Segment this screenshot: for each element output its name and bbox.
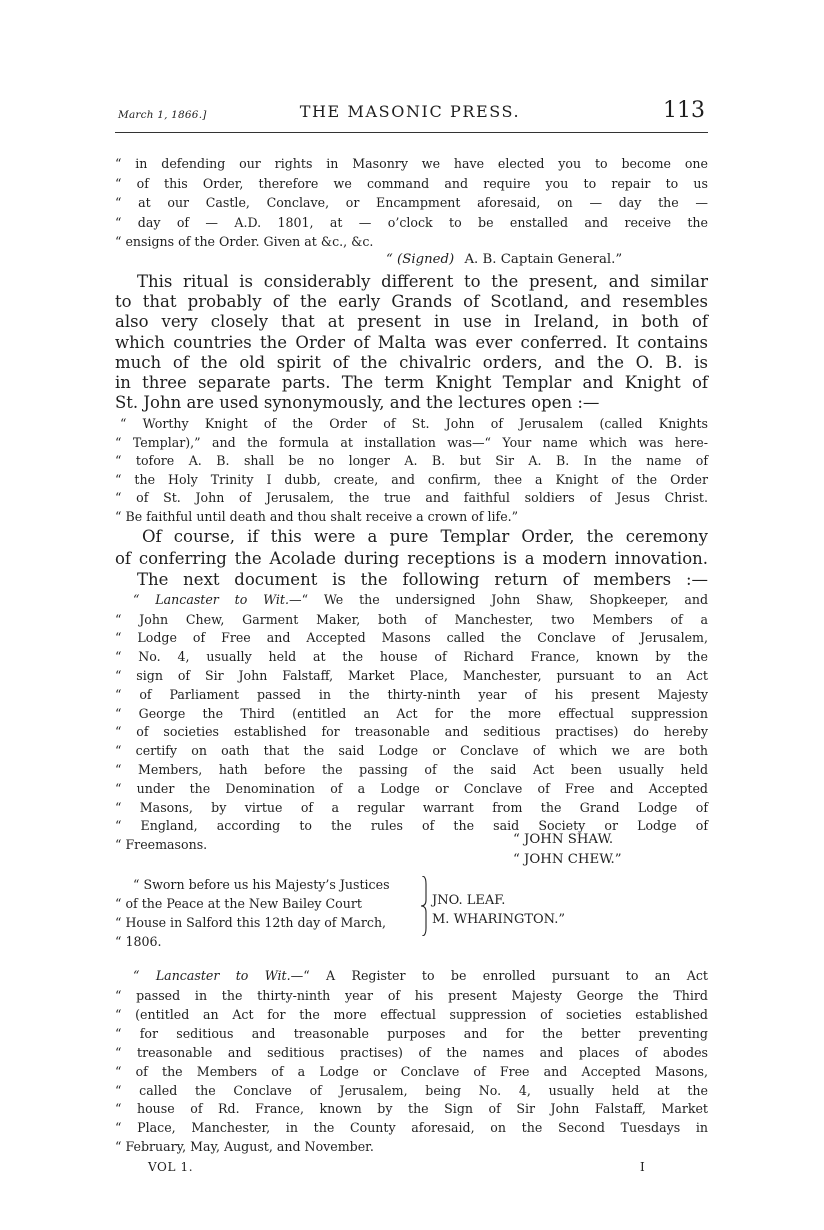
text-line: “ for seditious and treasonable purposes and for the better preventing (115, 1025, 708, 1041)
sworn-line: “ Sworn before us his Majesty’s Justices (133, 877, 390, 892)
text-line: “ (entitled an Act for the more effectual suppression of societies established (115, 1006, 708, 1022)
text-line: “ of the Members of a Lodge or Conclave of Free and Accepted Masons, (115, 1063, 708, 1079)
text-line: “ house of Rd. France, known by the Sign of Sir John Falstaff, Market (115, 1101, 708, 1117)
text-line: “ George the Third (entitled an Act for the more effectual suppression (115, 705, 708, 721)
header-date: March 1, 1866.] (118, 109, 207, 121)
text-line: “ called the Conclave of Jerusalem, being No. 4, usually held at the (115, 1082, 708, 1098)
text-line: This ritual is considerably different to the present, and similar (137, 272, 708, 291)
return-first-line (115, 590, 708, 609)
text-line: “ Lodge of Free and Accepted Masons called the Conclave of Jerusalem, (115, 630, 708, 646)
text-line: “ of this Order, therefore we command and require you to repair to us (115, 175, 708, 191)
header-title: THE MASONIC PRESS. (299, 102, 521, 121)
header-rule (115, 132, 708, 133)
text-line: “ Members, hath before the passing of the said Act been usually held (115, 761, 708, 777)
text-line: “ in defending our rights in Masonry we have elected you to become one (115, 156, 708, 171)
text-line: “ tofore A. B. shall be no longer A. B. but Sir A. B. In the name of (115, 453, 708, 469)
text-line: “ of societies established for treasonable and seditious practises) do hereby (115, 724, 708, 740)
text-line: “ under the Denomination of a Lodge or Conclave of Free and Accepted (115, 780, 708, 796)
text-line: St. John are used synonymously, and the lectures open :— (115, 393, 600, 413)
text-line: “ Freemasons. (115, 837, 208, 853)
text-line: “ John Chew, Garment Maker, both of Manchester, two Members of a (115, 611, 708, 627)
text-line: Of course, if this were a pure Templar Order, the ceremony (142, 527, 708, 546)
text-line: “ February, May, August, and November. (115, 1139, 374, 1155)
text-line: in three separate parts. The term Knight Templar and Knight of (115, 373, 708, 392)
text-line: “ at our Castle, Conclave, or Encampment aforesaid, on — day the — (115, 195, 708, 211)
signature-chew: “ JOHN CHEW.” (513, 852, 622, 867)
text-line: much of the old spirit of the chivalric orders, and the O. B. is (115, 352, 708, 372)
text-line: “ Templar),” and the formula at installation was—“ Your name which was here- (115, 434, 708, 450)
text-line: “ Worthy Knight of the Order of St. John of Jerusalem (called Knights (120, 416, 708, 431)
register-first-line-rest: —“ A Register to be enrolled pursuant to an Act (290, 968, 708, 983)
page-number: 113 (663, 98, 705, 123)
return-first-line-rest: —“ We the undersigned John Shaw, Shopkeeper, and (288, 592, 709, 607)
return-heading: “ Lancaster to Wit. (133, 592, 289, 607)
signed-prefix: “ (Signed) (386, 252, 455, 267)
text-line: “ sign of Sir John Falstaff, Market Place, Manchester, pursuant to an Act (115, 667, 708, 683)
sworn-line: “ of the Peace at the New Bailey Court (115, 895, 362, 911)
text-line: “ the Holy Trinity I dubb, create, and confirm, thee a Knight of the Order (115, 471, 708, 487)
text-line: to that probably of the early Grands of Scotland, and resembles (115, 292, 708, 312)
signature-letter: I (640, 1160, 646, 1174)
signature-mark: VOL 1. (148, 1160, 194, 1174)
text-line: which countries the Order of Malta was ever conferred. It contains (115, 332, 708, 352)
text-line: “ day of — A.D. 1801, at — o’clock to be enstalled and receive the (115, 214, 708, 230)
brace-mark (420, 876, 428, 936)
text-line: “ England, according to the rules of the said Society or Lodge of (115, 818, 708, 834)
text-line: of conferring the Acolade during receptions is a modern innovation. (115, 548, 708, 568)
text-line: “ treasonable and seditious practises) of the names and places of abodes (115, 1044, 708, 1060)
text-line: “ No. 4, usually held at the house of Richard France, known by the (115, 649, 708, 665)
justice-leaf: JNO. LEAF. (432, 893, 506, 908)
text-line: The next document is the following return of members :— (137, 570, 708, 589)
text-line: “ certify on oath that the said Lodge or Conclave of which we are both (115, 743, 708, 759)
sworn-line: “ 1806. (115, 933, 162, 949)
sworn-line: “ House in Salford this 12th day of March, (115, 914, 387, 930)
register-first-line (115, 966, 708, 985)
signed-name: A. B. Captain General.” (464, 252, 623, 267)
text-line: “ of Parliament passed in the thirty-ninth year of his present Majesty (115, 686, 708, 702)
text-line: “ Place, Manchester, in the County aforesaid, on the Second Tuesdays in (115, 1120, 708, 1136)
running-header (115, 100, 705, 130)
text-line: “ ensigns of the Order. Given at &c., &c. (115, 234, 374, 250)
signed-line (386, 252, 622, 267)
register-heading: “ Lancaster to Wit. (133, 968, 291, 983)
text-line: “ Masons, by virtue of a regular warrant from the Grand Lodge of (115, 799, 708, 815)
text-line: “ of St. John of Jerusalem, the true and faithful soldiers of Jesus Christ. (115, 490, 708, 506)
text-line: “ Be faithful until death and thou shalt receive a crown of life.” (115, 509, 519, 524)
signature-shaw: “ JOHN SHAW. (513, 832, 614, 847)
text-line: “ passed in the thirty-ninth year of his present Majesty George the Third (115, 988, 708, 1003)
text-line: also very closely that at present in use in Ireland, in both of (115, 312, 708, 332)
justice-wharington: M. WHARINGTON.” (432, 912, 565, 927)
